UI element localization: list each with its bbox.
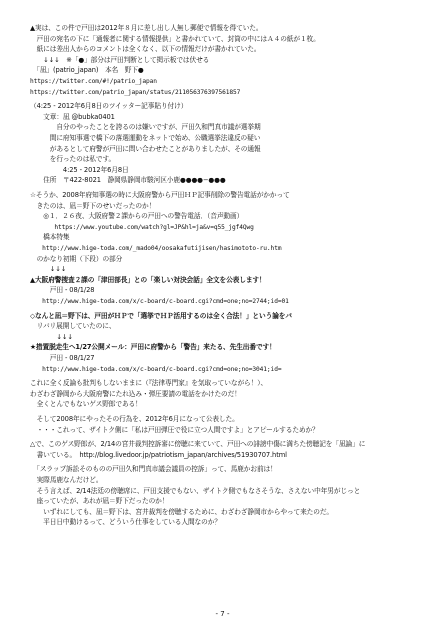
text-line: 間に府知事選で橋下の落選運動をネットで始め、公職選挙法違反の疑い: [30, 134, 261, 142]
text-line: ◇なんと凪＝野下は、戸田がＨＰで「選挙でＨＰ活用するのは全く合法！」という論をバ: [30, 311, 292, 320]
text-line: ◎１．２６夜、大阪府警２課からの戸田への警告電話．（音声動画）: [30, 212, 244, 221]
text-line: 実際馬鹿なんだけど。: [30, 476, 103, 484]
text-line: 文章：凪 @bubka0401: [30, 112, 115, 121]
text-line: リバリ展開していたのに、: [30, 322, 116, 331]
text-line: これに全く反論も批判もしないままに（『法律専門家』を気取っていながら！）、: [30, 379, 268, 388]
text-line[interactable]: https://www.youtube.com/watch?gl=JP&hl=ja&v=q55_jgf4Qwg: [30, 223, 254, 231]
text-line: 「スラップ訴訟そのものの戸田久和門真市議会議員の控訴」って、馬鹿かお前は！: [30, 465, 277, 474]
text-line: △で、このゲス野郎が、2/14の宮井裁判控訴審に傍聴に来ていて、戸田への誹謗中傷に満ちた傍聴記を「凪論」に: [30, 440, 366, 449]
text-line[interactable]: http://www.hige-toda.com/x/c-board/c-board.cgi?cmd=one;no=3041;id=: [30, 365, 282, 373]
text-line[interactable]: 書いている。 http://blog.livedoor.jp/patriotism_japan/archives/51930707.html: [30, 450, 287, 459]
text-line: 座っていたが、あれが凪＝野下だったのか！: [30, 497, 169, 506]
text-line: 自分のやったことを誇るのは嫌いですが、戸田久和門真市議が選挙期: [30, 123, 261, 132]
text-line: ★措置脱走生へ1/27公開メール：戸田に府警から「警告」来たる、先生出番です！: [30, 343, 276, 352]
text-line: 戸田の宛名の下に「通報者に関する情報提供」と書かれていて、封筒の中にはＡ４の紙が１枚。: [30, 34, 320, 43]
text-line: 全くとんでもないゲス野郎である！: [30, 400, 142, 409]
text-line: きたのは、凪＝野下のせいだったのか！: [30, 201, 156, 210]
text-line: わざわざ静岡から大阪府警にたれ込み・弾圧要請の電話をかけたのだ！: [30, 389, 241, 398]
text-line: （4:25 - 2012年6月8日のツイッター記事貼り付け）: [30, 102, 188, 111]
text-line: ・・・これって、ザイトク側に「私は戸田弾圧で役に立つ人間ですよ」とアピールするためか？: [30, 425, 319, 434]
text-line: ↓↓↓ ※「●」部分は戸田判断として掲示板では伏せる: [30, 55, 210, 64]
text-line[interactable]: https://twitter.com/#!/patrio_japan: [30, 78, 157, 85]
text-line: のかなり初期（下段）の部分: [30, 254, 123, 263]
text-line: いずれにしても、凪＝野下は、宮井裁判を傍聴するために、わざわざ静岡市からやって来たのだ。: [30, 507, 334, 516]
text-line: 紙には差出人からのコメントは全くなく、以下の情報だけが書かれていた。: [30, 45, 261, 54]
text-line: ▲実は、この件で戸田は2012年８月に差し出し人無し郵便で情報を得ていた。: [30, 24, 263, 32]
page-number: - 7 -: [215, 610, 230, 618]
text-line: 橋本特集: [30, 233, 70, 242]
text-line: そして2008年にやったその行為を、2012年6月になって公表した。: [30, 415, 239, 423]
text-line: 「凪」(patrio_japan) 本名 野下●: [30, 66, 144, 75]
text-line: ↓↓↓: [30, 332, 73, 341]
text-line: ☆そうか、2008年府知事選の時に大阪府警から戸田ＨＰ記事削除の警告電話がかかって: [30, 191, 290, 199]
text-line[interactable]: http://www.hige-toda.com/_mado04/oosakafutijisen/hasimototo-ru.htm: [30, 245, 282, 252]
text-line: 平日日中動けるって、どういう仕事をしている人間なのか？: [30, 518, 221, 527]
text-line: 住所 〒422-8021 静岡県静岡市駿河区小鹿●●●●−●●●: [30, 176, 226, 185]
text-line: を行ったのは私です。: [30, 155, 116, 164]
text-line[interactable]: http://www.hige-toda.com/x/c-board/c-board.cgi?cmd=one;no=2744;id=01: [30, 298, 289, 305]
text-line: ▲大阪府警捜査２課の「津田部長」との「楽しい対決会話」全文を公表します！: [30, 275, 266, 284]
text-line[interactable]: https://twitter.com/patrio_japan/status/211056376397561857: [30, 88, 241, 96]
text-line: ↓↓↓: [30, 265, 67, 274]
text-line: 戸田 - 08/1/27: [30, 354, 95, 362]
text-line: 4:25 - 2012年6月8日: [30, 165, 129, 174]
text-line: そう言えば、2/14法廷の傍聴席に、戸田支援でもない、ザイトク側でもなさそうな、さえない中年男がじっと: [30, 486, 361, 495]
text-line: 戸田 - 08/1/28: [30, 286, 95, 295]
text-line: があるとして府警が戸田に問い合わせたことがありましたが、その通報: [30, 144, 261, 153]
